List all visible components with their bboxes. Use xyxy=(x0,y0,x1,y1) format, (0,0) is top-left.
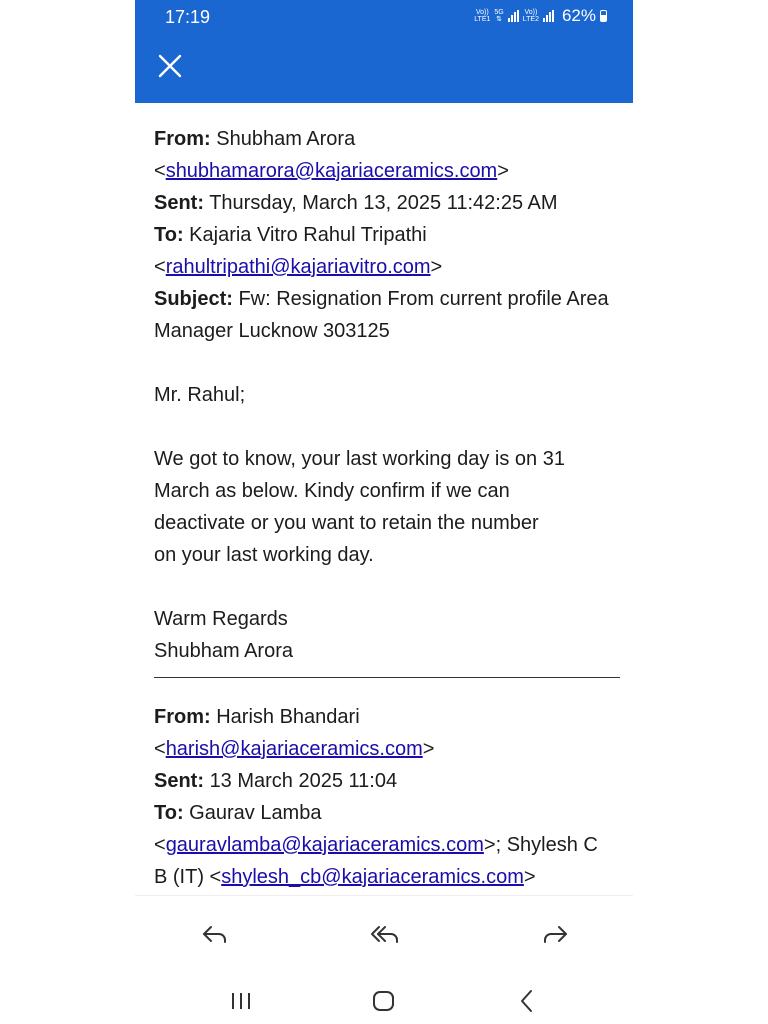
signoff: Warm Regards xyxy=(154,608,288,630)
back-icon[interactable] xyxy=(512,987,542,1015)
message-text xyxy=(154,443,624,571)
signature-block xyxy=(154,603,624,667)
status-time: 17:19 xyxy=(165,7,211,27)
sent-label: Sent: xyxy=(154,192,204,214)
body-line: deactivate or you want to retain the number xyxy=(154,512,539,534)
reply-icon[interactable] xyxy=(197,916,233,952)
recents-icon[interactable] xyxy=(226,987,256,1015)
signal-icon xyxy=(543,10,554,22)
body-line: on your last working day. xyxy=(154,544,374,566)
email-body[interactable] xyxy=(135,103,633,895)
quoted-from-label: From: xyxy=(154,706,211,728)
from-label: From: xyxy=(154,128,211,150)
to-name: Kajaria Vitro Rahul Tripathi xyxy=(189,224,427,246)
sent-value: Thursday, March 13, 2025 11:42:25 AM xyxy=(209,192,558,214)
body-line: We got to know, your last working day is on 31 xyxy=(154,448,565,470)
quoted-header: From: Harish Bhandari <harish@kajariaceramics.com> Sent: 13 March 2025 11:04 To: Gaurav Lamba <gauravlamba@kajariaceramics.com>; Shylesh C B (IT) <shylesh_cb@kajariaceramics.com> xyxy=(154,706,598,888)
quoted-sent-value: 13 March 2025 11:04 xyxy=(209,770,398,792)
message-actions xyxy=(135,895,633,974)
subject-line-1: Fw: Resignation From current profile Area xyxy=(238,288,609,310)
5g-icon: 5G ⇅ xyxy=(494,9,504,23)
app-header xyxy=(135,0,633,103)
quote-divider xyxy=(154,677,620,678)
reply-all-icon[interactable] xyxy=(367,916,403,952)
body-line: March as below. Kindy confirm if we can xyxy=(154,480,510,502)
volte-lte2-icon: Vo)) LTE2 xyxy=(522,9,539,23)
from-name: Shubham Arora xyxy=(216,128,356,150)
battery-icon xyxy=(600,10,607,22)
quoted-to-email-link[interactable]: gauravlamba@kajariaceramics.com xyxy=(165,834,484,856)
close-icon[interactable] xyxy=(157,53,183,79)
signature: Shubham Arora xyxy=(154,640,293,662)
quoted-from-name: Harish Bhandari xyxy=(216,706,360,728)
quoted-sent-label: Sent: xyxy=(154,770,204,792)
to-label: To: xyxy=(154,224,184,246)
system-nav-bar xyxy=(135,973,633,1024)
greeting-text: Mr. Rahul; xyxy=(154,384,246,406)
from-email-link[interactable]: shubhamarora@kajariaceramics.com xyxy=(165,160,498,182)
quoted-to-label: To: xyxy=(154,802,184,824)
status-icons xyxy=(474,5,607,27)
volte-lte1-icon: Vo)) LTE1 xyxy=(474,9,491,23)
quoted-to-name: Gaurav Lamba xyxy=(189,802,322,824)
message-header: From: Shubham Arora <shubhamarora@kajariaceramics.com> Sent: Thursday, March 13, 2025 11:42:25 AM To: Kajaria Vitro Rahul Tripathi <rahultripathi@kajariavitro.com> Subject: Fw: Resignation From current profile Area Manager Lucknow 303125 xyxy=(154,128,609,342)
quoted-from-email-link[interactable]: harish@kajariaceramics.com xyxy=(165,738,423,760)
subject-label: Subject: xyxy=(154,288,233,310)
forward-icon[interactable] xyxy=(537,916,573,952)
to-email-link[interactable]: rahultripathi@kajariavitro.com xyxy=(165,256,431,278)
battery-percent: 62% xyxy=(561,6,596,25)
phone-screen xyxy=(135,0,633,1024)
subject-line-2: Manager Lucknow 303125 xyxy=(154,320,390,342)
quoted-to-separator: ; Shylesh C xyxy=(495,834,598,856)
signal-icon xyxy=(508,10,519,22)
home-icon[interactable] xyxy=(369,987,399,1015)
quoted-to-name-2: B (IT) xyxy=(154,866,210,888)
quoted-to-email-link-2[interactable]: shylesh_cb@kajariaceramics.com xyxy=(221,866,524,888)
greeting xyxy=(154,379,624,411)
